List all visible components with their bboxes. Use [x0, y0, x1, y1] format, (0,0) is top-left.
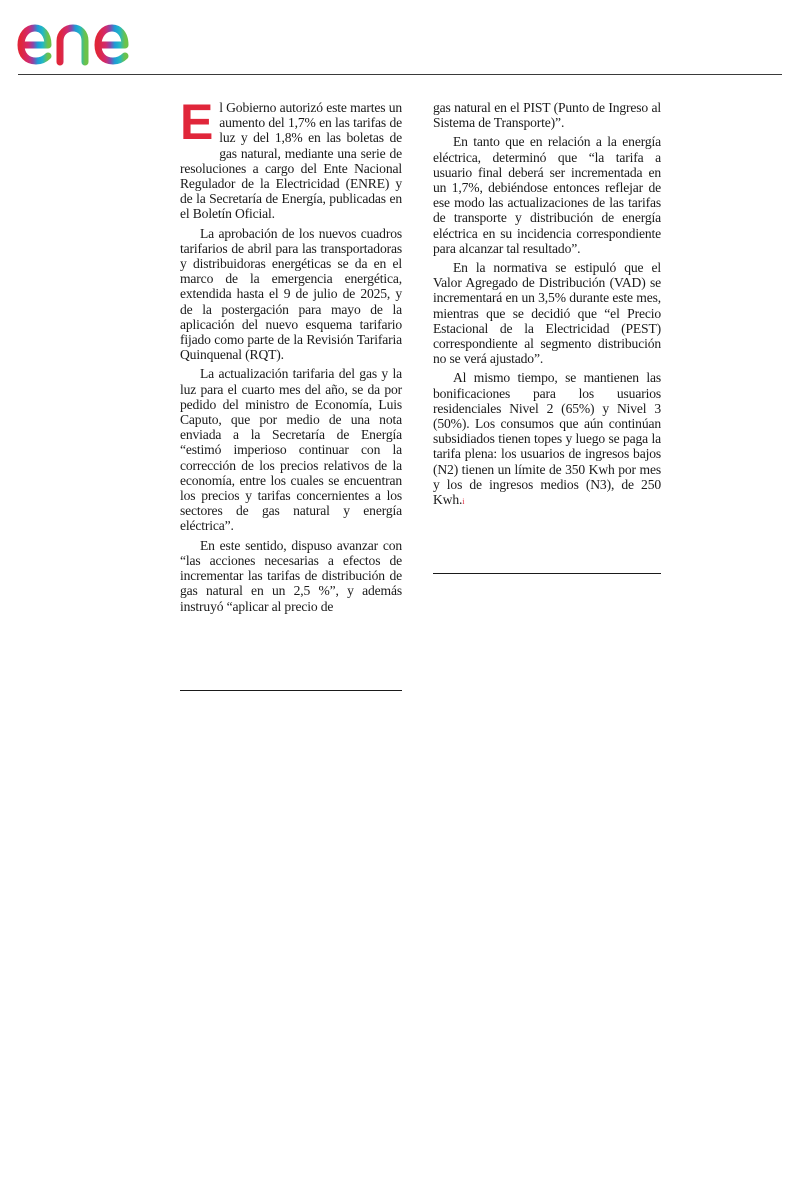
- article-paragraph: En la normativa se estipuló que el Valor Agregado de Distribución (VAD) se incrementará en un 3,5% durante este mes, mientras que se decidió que “el Precio Estacional de la Electricidad (PEST) correspondiente al segmento distribución no se verá ajustado”.: [433, 260, 661, 367]
- article-end-mark: i: [462, 497, 465, 507]
- article-column-left: [180, 94, 402, 618]
- drop-cap: E: [180, 94, 214, 150]
- column-end-rule-left: [180, 690, 402, 691]
- header-divider: [18, 74, 782, 75]
- column-end-rule-right: [433, 573, 661, 574]
- article-paragraph: gas natural en el PIST (Punto de Ingreso al Sistema de Transporte)”.: [433, 100, 661, 131]
- article-paragraph: La actualización tarifaria del gas y la luz para el cuarto mes del año, se da por pedido del ministro de Economía, Luis Caputo, que por medio de una nota enviada a la Secretaría de Energía “estimó imperioso continuar con la corrección de los precios relativos de la economía, entre los cuales se encuentran los precios y tarifas concernientes a los sectores de gas natural y energía eléctrica”.: [180, 366, 402, 534]
- enel-logo: [16, 8, 172, 68]
- article-paragraph: [180, 94, 402, 222]
- page-header: [0, 0, 800, 76]
- article-paragraph: La aprobación de los nuevos cuadros tarifarios de abril para las transportadoras y distribuidoras energéticas se da en el marco de la emergencia energética, extendida hasta el 9 de julio de 2025, y de la postergación para mayo de la aplicación del nuevo esquema tarifario fijado como parte de la Revisión Tarifaria Quinquenal (RQT).: [180, 225, 402, 363]
- article-column-right: [433, 100, 661, 513]
- article-paragraph: [433, 370, 661, 509]
- article-paragraph: En tanto que en relación a la energía eléctrica, determinó que “la tarifa a usuario final deberá ser incrementada en un 1,7%, debiéndose entonces reflejar de ese modo las actualizaciones de las tarifas de transporte y distribución de energía eléctrica en su incidencia correspondiente para alcanzar tal resultado”.: [433, 134, 661, 256]
- paragraph-text: l Gobierno autorizó este martes un aumento del 1,7% en las tarifas de luz y del 1,8% en las boletas de gas natural, mediante una serie de resoluciones a cargo del Ente Nacional Regulador de la Electricidad (ENRE) y de la Secretaría de Energía, publicadas en el Boletín Oficial.: [180, 100, 402, 222]
- news-article: [180, 94, 661, 700]
- article-paragraph: En este sentido, dispuso avanzar con “las acciones necesarias a efectos de incrementar las tarifas de distribución de gas natural en un 2,5 %”, y además instruyó “aplicar al precio de: [180, 537, 402, 614]
- paragraph-text: Al mismo tiempo, se mantienen las bonificaciones para los usuarios residenciales Nivel 2 (65%) y Nivel 3 (50%). Los consumos que aún continúan subsidiados tienen topes y luego se paga la tarifa plena: los usuarios de ingresos bajos (N2) tienen un límite de 350 Kwh por mes y los de ingresos medios (N3), de 250 Kwh.: [433, 370, 661, 508]
